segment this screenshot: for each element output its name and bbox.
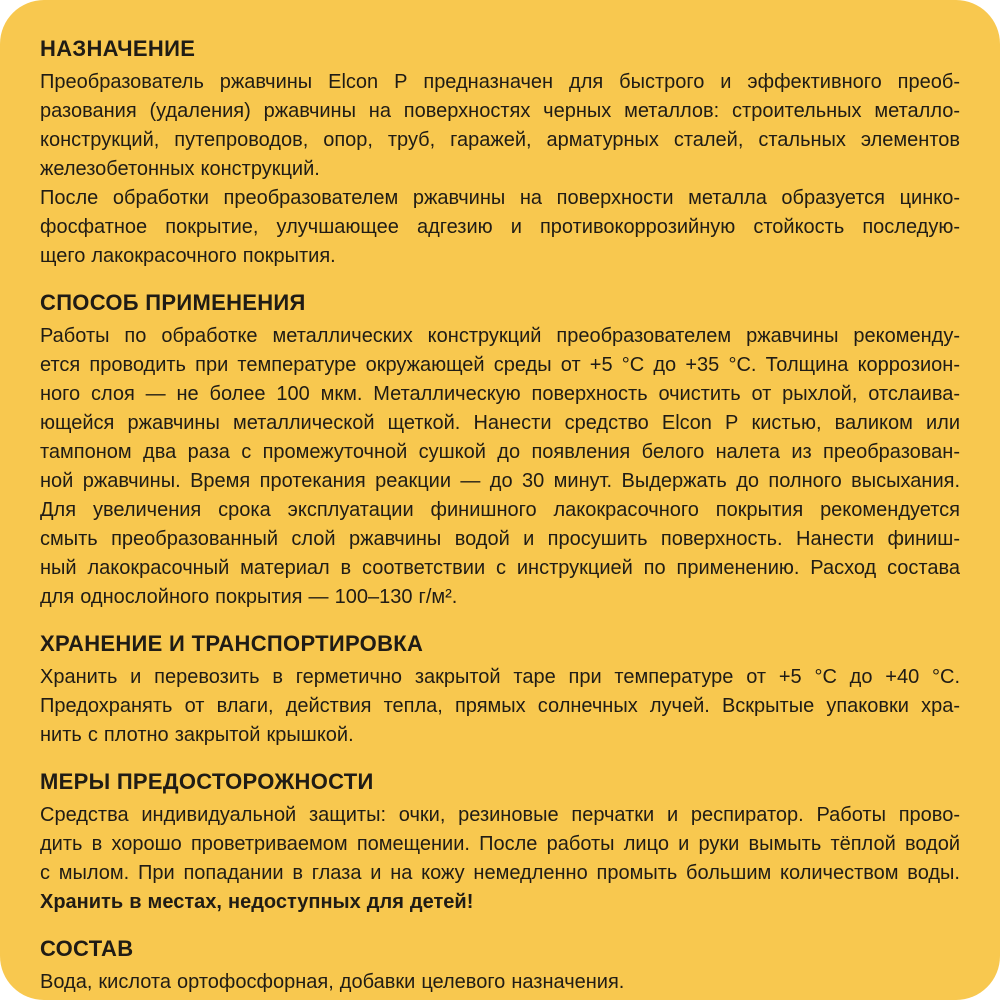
text-line: Хранить в местах, недоступных для детей! — [40, 891, 474, 913]
text-line: фосфатное покрытие, улучшающее адгезию и противокоррозийную стойкость последую- — [40, 216, 960, 238]
text-line: нить с плотно закрытой крышкой. — [40, 724, 354, 746]
paragraph — [40, 663, 960, 750]
text-line: конструкций, путепроводов, опор, труб, гаражей, арматурных сталей, стальных элементов — [40, 129, 960, 151]
text-line: Преобразователь ржавчины Elcon Р предназначен для быстрого и эффективного преоб- — [40, 71, 960, 93]
paragraph — [40, 801, 960, 917]
text-line: Для увеличения срока эксплуатации финишного лакокрасочного покрытия рекомендуется — [40, 499, 960, 521]
text-line: ется проводить при температуре окружающей среды от +5 °C до +35 °C. Толщина коррозион- — [40, 354, 960, 376]
section-heading: СОСТАВ — [40, 936, 134, 961]
section-heading: ХРАНЕНИЕ И ТРАНСПОРТИРОВКА — [40, 631, 424, 656]
text-line: ного слоя — не более 100 мкм. Металлическую поверхность очистить от рыхлой, отслаива- — [40, 383, 960, 405]
text-line: Предохранять от влаги, действия тепла, прямых солнечных лучей. Вскрытые упаковки хра- — [40, 695, 960, 717]
text-line: щего лакокрасочного покрытия. — [40, 245, 336, 267]
paragraph — [40, 68, 960, 184]
text-line: железобетонных конструкций. — [40, 158, 320, 180]
section-heading: СПОСОБ ПРИМЕНЕНИЯ — [40, 290, 306, 315]
text-line: ющейся ржавчины металлической щеткой. Нанести средство Elcon Р кистью, валиком или — [40, 412, 960, 434]
text-line: смыть преобразованный слой ржавчины водой и просушить поверхность. Нанести финиш- — [40, 528, 960, 550]
paragraph — [40, 322, 960, 612]
text-line: После обработки преобразователем ржавчины на поверхности металла образуется цинко- — [40, 187, 960, 209]
text-line: ной ржавчины. Время протекания реакции — до 30 минут. Выдержать до полного высыхания. — [40, 470, 960, 492]
section-2 — [40, 288, 960, 612]
paragraph — [40, 184, 960, 271]
text-line: тампоном два раза с промежуточной сушкой до появления белого налета из преобразован- — [40, 441, 960, 463]
text-line: с мылом. При попадании в глаза и на кожу немедленно промыть большим количеством воды. — [40, 862, 960, 884]
section-1 — [40, 34, 960, 271]
section-heading: НАЗНАЧЕНИЕ — [40, 36, 196, 61]
text-line: разования (удаления) ржавчины на поверхностях черных металлов: строительных металло- — [40, 100, 960, 122]
text-line: Вода, кислота ортофосфорная, добавки целевого назначения. — [40, 971, 625, 993]
text-line: Работы по обработке металлических конструкций преобразователем ржавчины рекоменду- — [40, 325, 960, 347]
section-4 — [40, 767, 960, 917]
paragraph — [40, 968, 960, 997]
text-line: ный лакокрасочный материал в соответствии с инструкцией по применению. Расход состава — [40, 557, 960, 579]
section-heading: МЕРЫ ПРЕДОСТОРОЖНОСТИ — [40, 769, 374, 794]
text-line: Хранить и перевозить в герметично закрытой таре при температуре от +5 °C до +40 °C. — [40, 666, 960, 688]
text-line: дить в хорошо проветриваемом помещении. После работы лицо и руки вымыть тёплой водой — [40, 833, 960, 855]
text-line: Средства индивидуальной защиты: очки, резиновые перчатки и респиратор. Работы прово- — [40, 804, 960, 826]
section-3 — [40, 629, 960, 750]
section-5 — [40, 934, 960, 997]
text-line: для однослойного покрытия — 100–130 г/м². — [40, 586, 458, 608]
